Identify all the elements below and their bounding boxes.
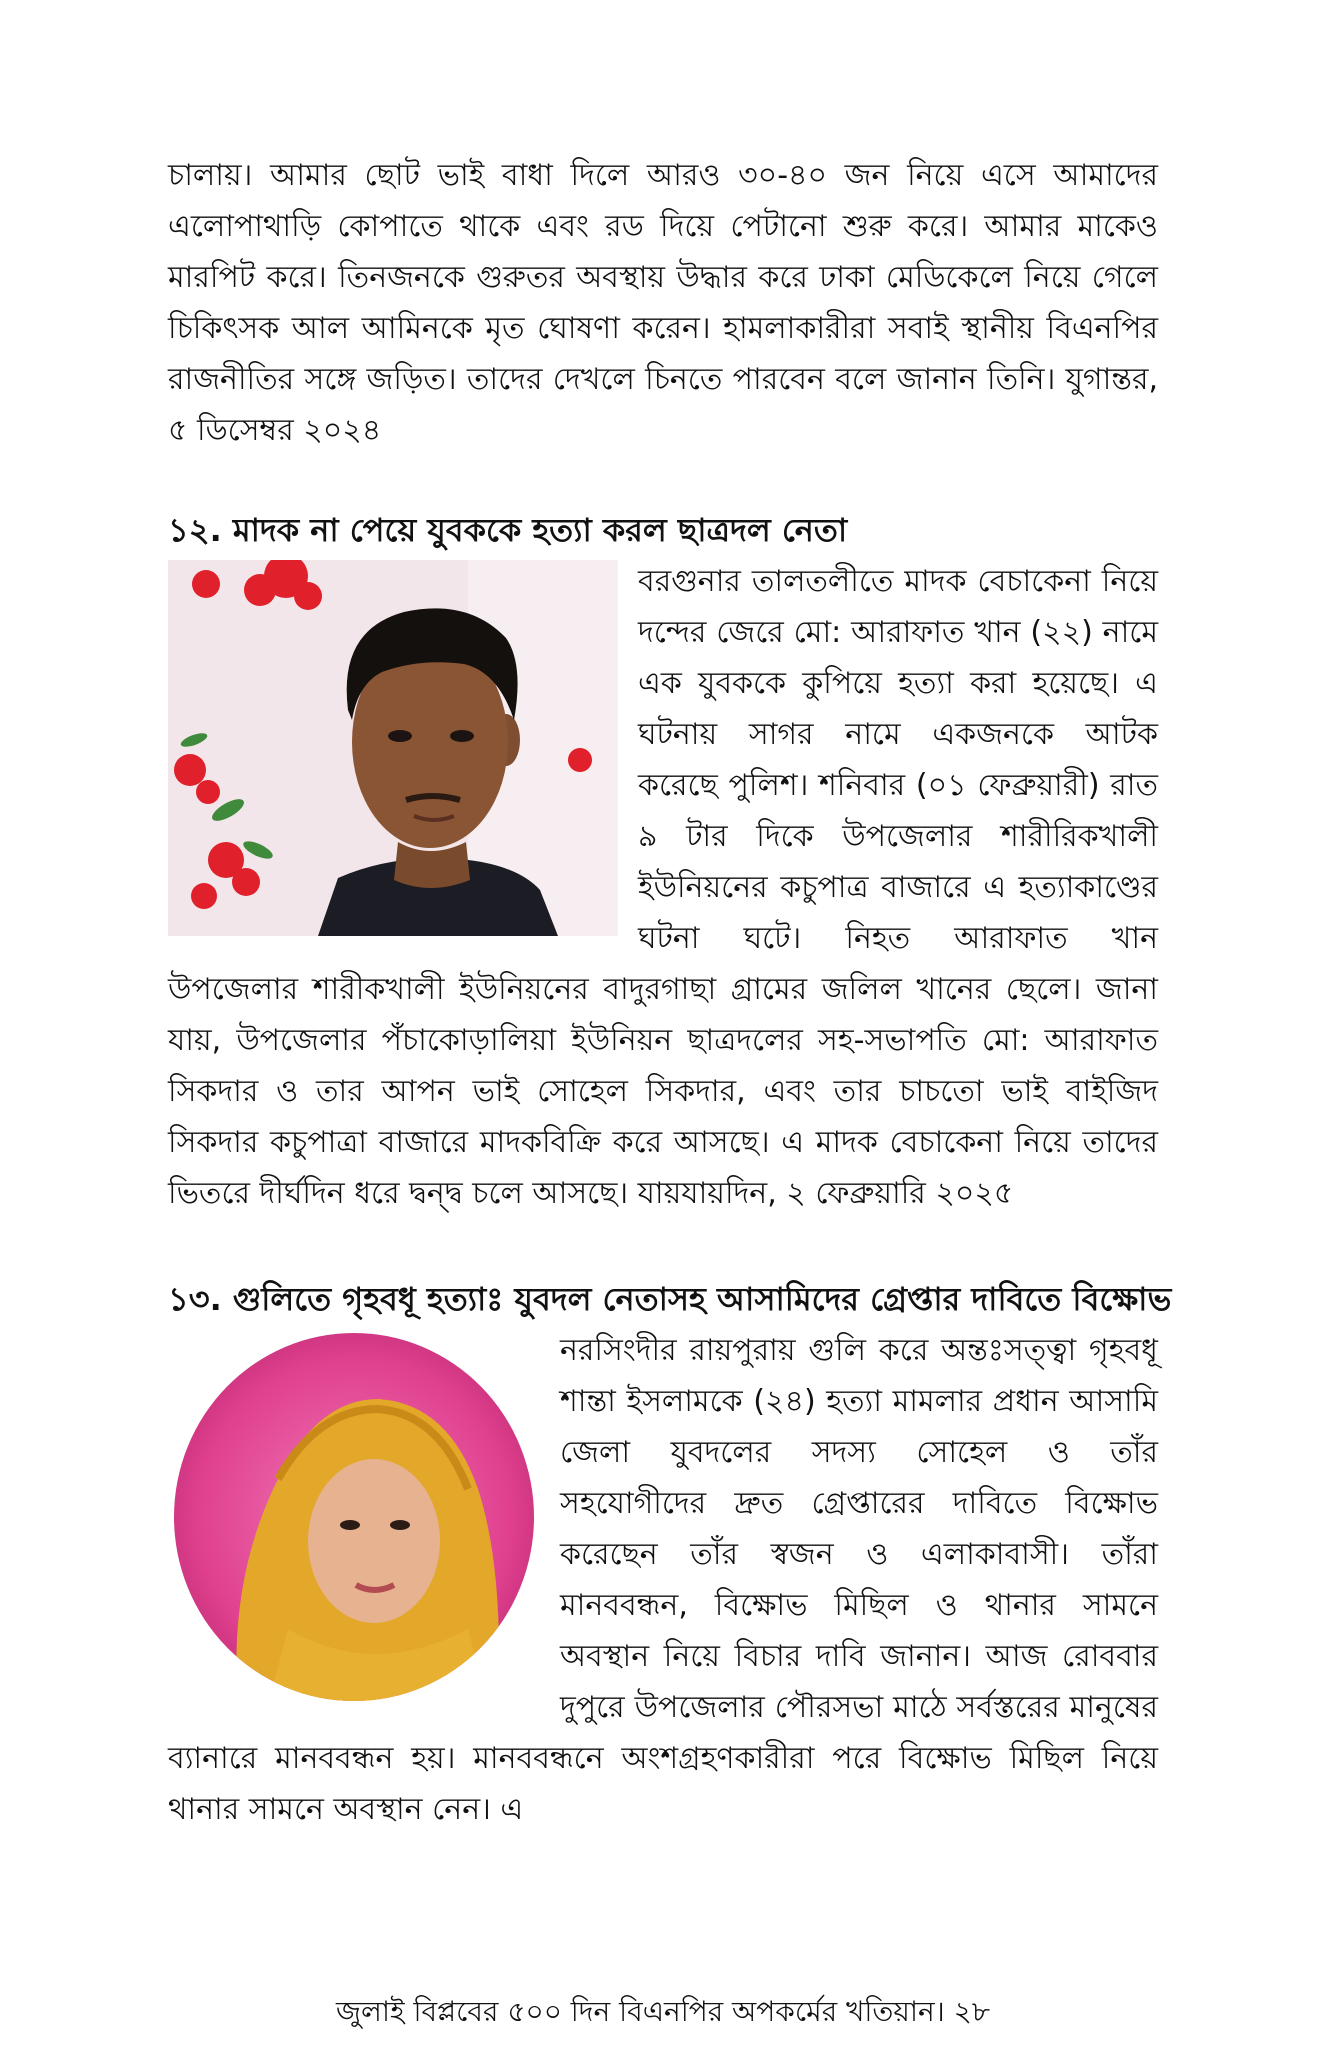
- victim-photo: [168, 560, 618, 936]
- article-13: [168, 1275, 1172, 1835]
- article-body: নরসিংদীর রায়পুরায় গুলি করে অন্তঃসত্ত্বা গৃহবধূ শান্তা ইসলামকে (২৪) হত্যা মামলার প্রধান আসামি জেলা যুবদলের সদস্য সোহেল ও তাঁর সহযোগীদের দ্রুত গ্রেপ্তারের দাবিতে বিক্ষোভ করেছেন তাঁর স্বজন ও এলাকাবাসী। তাঁরা মানববন্ধন, বিক্ষোভ মিছিল ও থানার সামনে অবস্থান নিয়ে বিচার দাবি জানান। আজ রোববার দুপুরে উপজেলার পৌরসভা মাঠে সর্বস্তরের মানুষের ব্যানারে মানববন্ধন হয়। মানববন্ধনে অংশগ্রহণকারীরা পরে বিক্ষোভ মিছিল নিয়ে থানার সামনে অবস্থান নেন। এ: [168, 1333, 1158, 1827]
- article-12: [168, 506, 1158, 1219]
- article-heading: ১৩. গুলিতে গৃহবধূ হত্যাঃ যুবদল নেতাসহ আসামিদের গ্রেপ্তার দাবিতে বিক্ষোভ: [168, 1280, 1172, 1318]
- intro-paragraph: চালায়। আমার ছোট ভাই বাধা দিলে আরও ৩০-৪০ জন নিয়ে এসে আমাদের এলোপাথাড়ি কোপাতে থাকে এবং রড দিয়ে পেটানো শুরু করে। আমার মাকেও মারপিট করে। তিনজনকে গুরুতর অবস্থায় উদ্ধার করে ঢাকা মেডিকেলে নিয়ে গেলে চিকিৎসক আল আমিনকে মৃত ঘোষণা করেন। হামলাকারীরা সবাই স্থানীয় বিএনপির রাজনীতির সঙ্গে জড়িত। তাদের দেখলে চিনতে পারবেন বলে জানান তিনি। যুগান্তর, ৫ ডিসেম্বর ২০২৪: [168, 158, 1158, 448]
- page-footer: জুলাই বিপ্লবের ৫০০ দিন বিএনপির অপকর্মের খতিয়ান। ২৮: [335, 1995, 991, 2028]
- article-body: বরগুনার তালতলীতে মাদক বেচাকেনা নিয়ে দন্দের জেরে মো: আরাফাত খান (২২) নামে এক যুবককে কুপিয়ে হত্যা করা হয়েছে। এ ঘটনায় সাগর নামে একজনকে আটক করেছে পুলিশ। শনিবার (০১ ফেব্রুয়ারী) রাত ৯ টার দিকে উপজেলার শারীরিকখালী ইউনিয়নের কচুপাত্র বাজারে এ হত্যাকাণ্ডের ঘটনা ঘটে। নিহত আরাফাত খান উপজেলার শারীকখালী ইউনিয়নের বাদুরগাছা গ্রামের জলিল খানের ছেলে। জানা যায়, উপজেলার পঁচাকোড়ালিয়া ইউনিয়ন ছাত্রদলের সহ-সভাপতি মো: আরাফাত সিকদার ও তার আপন ভাই সোহেল সিকদার, এবং তার চাচতো ভাই বাইজিদ সিকদার কচুপাত্রা বাজারে মাদকবিক্রি করে আসছে। এ মাদক বেচাকেনা নিয়ে তাদের ভিতরে দীর্ঘদিন ধরে দ্বন্দ্ব চলে আসছে। যায়যায়দিন, ২ ফেব্রুয়ারি ২০২৫: [168, 564, 1158, 1211]
- page-content: [168, 150, 1172, 1891]
- article-heading: ১২. মাদক না পেয়ে যুবককে হত্যা করল ছাত্রদল নেতা: [168, 511, 848, 549]
- victim-photo: [168, 1329, 540, 1705]
